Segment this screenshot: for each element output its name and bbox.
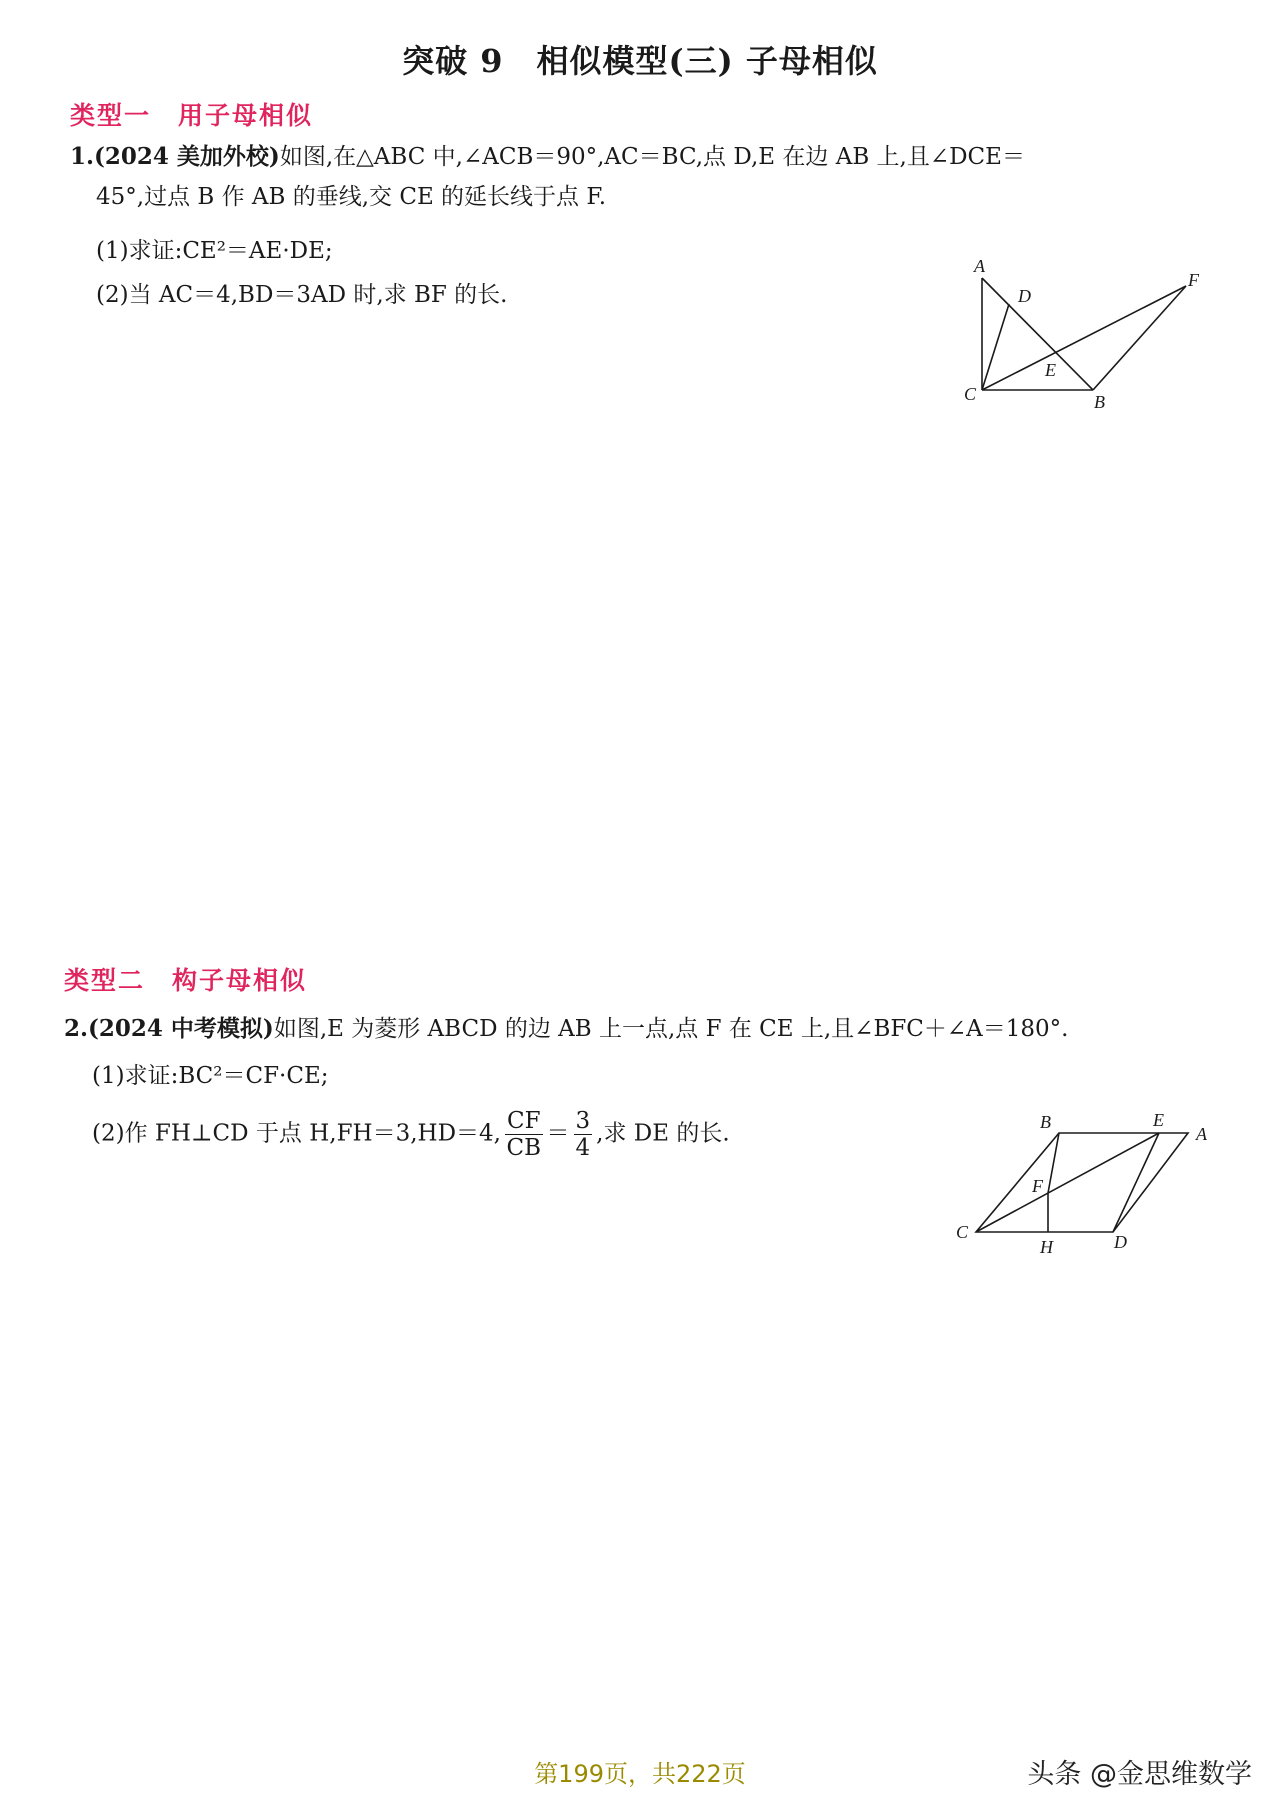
q2-part2 (92, 1108, 730, 1161)
q1-label-e: E (1045, 360, 1056, 380)
watermark: 头条 @金思维数学 (1027, 1759, 1252, 1790)
q2-label-a: A (1196, 1124, 1207, 1144)
q1-label-b: B (1094, 392, 1105, 410)
segment-bf (1048, 1133, 1059, 1193)
segment-de (1113, 1133, 1159, 1232)
q1-figure-triangle (950, 250, 1230, 410)
q2-stem (64, 1010, 1069, 1043)
segment-cf (982, 286, 1186, 390)
q1-part1: (1)求证:CE²＝AE·DE; (96, 238, 333, 264)
q2-label-e: E (1153, 1110, 1164, 1130)
q2-part2-prefix: (2)作 FH⊥CD 于点 H,FH＝3,HD＝4, (92, 1120, 501, 1147)
q1-label-f: F (1188, 270, 1199, 290)
segment-ce (976, 1133, 1159, 1232)
page-title: 突破 9 相似模型(三) 子母相似 (402, 42, 878, 80)
segment-cd (982, 304, 1009, 390)
q1-part2: (2)当 AC＝4,BD＝3AD 时,求 BF 的长. (96, 282, 508, 308)
section-heading-type2: 类型二 构子母相似 (64, 966, 308, 995)
q1-label-d: D (1018, 286, 1031, 306)
q2-frac2-denominator: 4 (575, 1135, 591, 1161)
q2-equals: ＝ (546, 1120, 570, 1147)
q2-source: (2024 中考模拟) (88, 1015, 274, 1042)
q1-stem-text1: 如图,在△ABC 中,∠ACB＝90°,AC＝BC,点 D,E 在边 AB 上,且∠DCE＝ (279, 144, 1025, 170)
q1-label-a: A (974, 256, 985, 276)
q2-label-f: F (1032, 1176, 1043, 1196)
q2-label-d: D (1114, 1232, 1127, 1252)
q2-label-c: C (956, 1222, 969, 1242)
q2-fraction-3-4 (574, 1108, 593, 1161)
q2-part1: (1)求证:BC²＝CF·CE; (92, 1063, 329, 1089)
q1-label-c: C (964, 384, 977, 404)
segment-bf (1093, 286, 1186, 390)
q2-frac1-denominator: CB (506, 1135, 541, 1161)
q2-label-b: B (1040, 1112, 1051, 1132)
q2-frac1-numerator: CF (506, 1108, 541, 1134)
q2-fraction-cf-cb (505, 1108, 543, 1161)
q2-stem-text: 如图,E 为菱形 ABCD 的边 AB 上一点,点 F 在 CE 上,且∠BFC＋∠A＝180°. (273, 1016, 1069, 1042)
page-number-footer: 第199页，共222页 (534, 1760, 746, 1788)
q1-number: 1. (70, 143, 95, 170)
q1-source: (2024 美加外校) (94, 143, 280, 170)
section-heading-type1: 类型一 用子母相似 (70, 101, 314, 130)
q2-figure-rhombus (950, 1110, 1230, 1260)
q2-number: 2. (64, 1015, 89, 1042)
q2-label-h: H (1040, 1237, 1053, 1257)
q1-stem-line2: 45°,过点 B 作 AB 的垂线,交 CE 的延长线于点 F. (96, 184, 607, 210)
q2-part2-suffix: ,求 DE 的长. (596, 1120, 730, 1147)
rhombus-abcd (976, 1133, 1188, 1232)
q1-stem-line1 (70, 138, 1025, 171)
segment-ab (982, 278, 1093, 390)
q2-frac2-numerator: 3 (575, 1108, 591, 1134)
